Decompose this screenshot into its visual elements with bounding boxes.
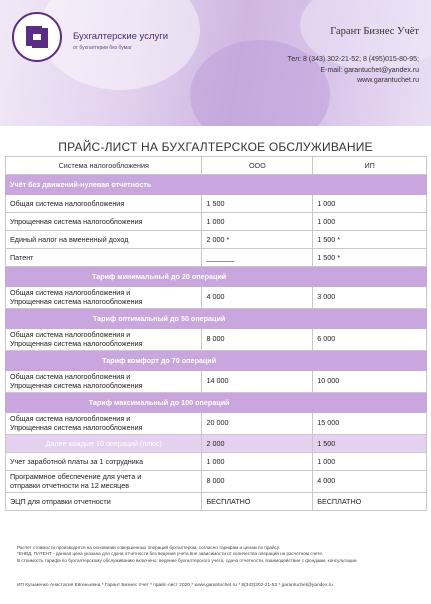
ip-price: 15 000 [313,413,427,435]
row-label-line: Общая система налогообложения и [10,372,131,381]
row-label [6,287,202,309]
column-header: Система налогообложения [6,157,202,175]
ip-price: БЕСПЛАТНО [313,493,427,511]
logo-glyph-icon [14,14,60,60]
ip-price: 1 500 * [313,231,427,249]
section-spacer [313,309,427,329]
table-row [6,453,427,471]
ooo-price: 1 000 [202,453,313,471]
row-label-line: Программное обеспечение для учета и [10,472,142,481]
section-row [6,351,427,371]
table-row [6,195,427,213]
row-label: Единый налог на вмененный доход [6,231,202,249]
section-title: Учёт без движений-нулевая отчетность [6,175,427,195]
footnotes [17,545,417,564]
section-spacer [313,267,427,287]
contact-block [288,55,419,87]
brand-tagline: от бухгалтерии без бумаг [73,45,132,51]
row-label [6,371,202,393]
row-label: ЭЦП для отправки отчетности [6,493,202,511]
ooo-price: 1 000 [202,213,313,231]
row-label [6,471,202,493]
ooo-price: 14 000 [202,371,313,393]
row-label-line: Общая система налогообложения и [10,414,131,423]
phone-text: Тел: 8 (343) 302-21-52; 8 (495)015-80-95; [287,56,419,63]
table-row [6,287,427,309]
company-name: Гарант Бизнес Учёт [330,26,419,37]
section-title: Тариф комфорт до 70 операций [6,351,313,371]
ooo-price: 2 000 [202,435,313,453]
row-label-line: Упрощенная система налогообложения [10,338,143,348]
ip-price: 1 500 * [313,249,427,267]
website-link[interactable]: www.garantuchet.ru [357,77,419,84]
row-label [6,329,202,351]
row-label-line: отправки отчетности на 12 месяцев [10,480,130,490]
ip-price: 1 500 [313,435,427,453]
row-label-line: Упрощенная система налогообложения [10,296,143,306]
table-row [6,493,427,511]
table-row [6,371,427,393]
row-label [6,413,202,435]
ooo-price: 4 000 [202,287,313,309]
ooo-price: 2 000 * [202,231,313,249]
row-label-line: Упрощенная система налогообложения [10,380,143,390]
ip-price: 4 000 [313,471,427,493]
section-spacer [313,393,427,413]
table-row [6,329,427,351]
brand-name: Бухгалтерские услуги [73,31,169,42]
row-label: Учет заработной платы за 1 сотрудника [6,453,202,471]
ooo-price: 20 000 [202,413,313,435]
header-banner [0,0,431,126]
column-header: ООО [202,157,313,175]
section-title: Тариф максимальный до 100 операций [6,393,313,413]
table-row [6,213,427,231]
row-label: Далее каждые 10 операций (плюс) [6,435,202,453]
ooo-price: 8 000 [202,329,313,351]
ooo-price: 8 000 [202,471,313,493]
ooo-price: 1 500 [202,195,313,213]
section-row [6,393,427,413]
page-footer: ИП Кузьменко Анастасия Евгеньевна * Гарант Бизнес Учет * прайс-лист 2020 * www.garantuchet.ru * 8(343)302-21-52 * garantuchet@yandex.ru [17,583,333,588]
section-row [6,309,427,329]
section-title: Тариф оптимальный до 50 операций [6,309,313,329]
row-label-line: Упрощенная система налогообложения [10,422,143,432]
table-row [6,413,427,435]
footnote-line: Расчет стоимости производится на основании совершенных операций бухгалтером, согласно тарифам и ценам по прайсу. [17,545,280,550]
extra-operations-row [6,435,427,453]
section-spacer [313,351,427,371]
table-header-row [6,157,427,175]
company-logo [12,12,62,62]
table-row [6,249,427,267]
ip-price: 1 000 [313,453,427,471]
price-table [5,156,427,511]
row-label: Патент [6,249,202,267]
section-row [6,175,427,195]
ip-price: 10 000 [313,371,427,393]
row-label: Упрощенная система налогообложения [6,213,202,231]
column-header: ИП [313,157,427,175]
row-label: Общая система налогообложения [6,195,202,213]
ip-price: 1 000 [313,195,427,213]
footnote-line: *ЕНВД, ПАТЕНТ - данная цена указана для сдачи отчетности без ведения учета вне зависимости от количества операций на расчетном счете. [17,551,324,557]
row-label-line: Общая система налогообложения и [10,330,131,339]
email-text: E-mail: garantuchet@yandex.ru [320,66,419,74]
footnote-line: В стоимость тарифа по бухгалтерскому обслуживанию включено: ведение бухгалтерского учета, сдача отчетности, взаимодействие с фондами, консультации. [17,557,358,563]
table-row [6,231,427,249]
ooo-price: БЕСПЛАТНО [202,493,313,511]
page-title: ПРАЙС-ЛИСТ НА БУХГАЛТЕРСКОЕ ОБСЛУЖИВАНИЕ [58,140,373,154]
ip-price: 1 000 [313,213,427,231]
section-title: Тариф минимальный до 20 операций [6,267,313,287]
ip-price: 6 000 [313,329,427,351]
table-row [6,471,427,493]
ooo-price: _______ [202,249,313,267]
row-label-line: Общая система налогообложения и [10,288,131,297]
ip-price: 3 000 [313,287,427,309]
section-row [6,267,427,287]
